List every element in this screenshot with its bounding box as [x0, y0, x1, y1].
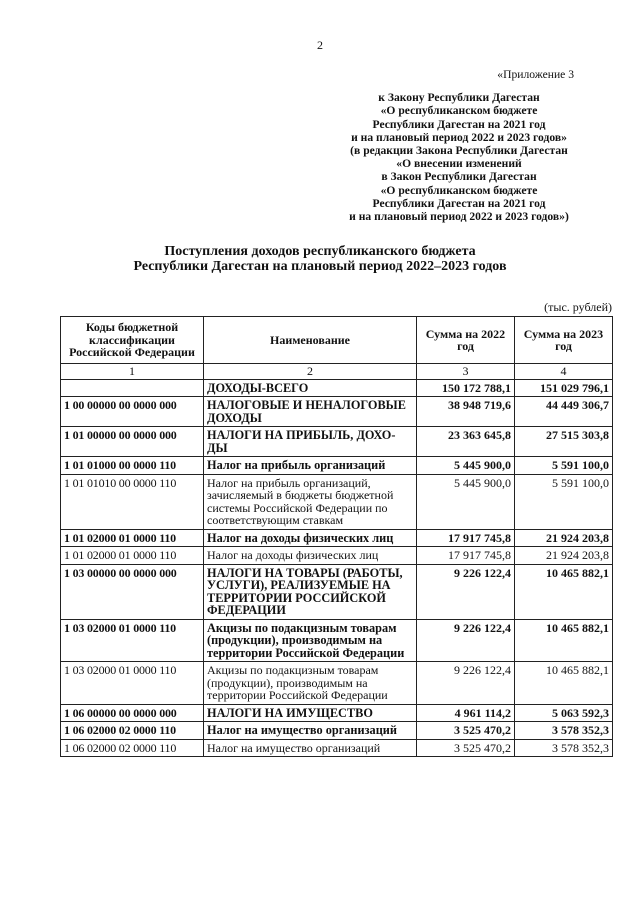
row-code: 1 01 02000 01 0000 110: [61, 529, 204, 547]
table-row: [61, 529, 613, 547]
appendix-line: Республики Дагестан на 2021 год: [372, 196, 546, 210]
row-sum-2023: 151 029 796,1: [515, 379, 613, 397]
row-name: Налог на имущество организаций: [204, 739, 417, 757]
title-line-2: Республики Дагестан на плановый период 2022–2023 годов: [133, 259, 507, 274]
row-sum-2023: 5 591 100,0: [515, 474, 613, 529]
row-name: Налог на прибыль организаций, зачисляемый в бюджеты бюджетной системы Российской Федерации по соответствующим ставкам: [204, 474, 417, 529]
row-name: Акцизы по подакцизным товарам (продукции), производимым на территории Российской Федерации: [204, 619, 417, 662]
row-sum-2022: 38 948 719,6: [417, 397, 515, 427]
table-row: [61, 722, 613, 740]
table-row: [61, 397, 613, 427]
row-name: НАЛОГОВЫЕ И НЕНАЛОГОВЫЕ ДОХОДЫ: [204, 397, 417, 427]
row-sum-2022: 23 363 645,8: [417, 427, 515, 457]
row-code: [61, 379, 204, 397]
row-sum-2023: 3 578 352,3: [515, 722, 613, 740]
page-number: 2: [317, 38, 323, 52]
row-code: 1 03 00000 00 0000 000: [61, 564, 204, 619]
appendix-line: Республики Дагестан на 2021 год: [372, 117, 546, 131]
row-name: ДОХОДЫ-ВСЕГО: [204, 379, 417, 397]
row-code: 1 01 01010 00 0000 110: [61, 474, 204, 529]
row-name: НАЛОГИ НА ПРИБЫЛЬ, ДОХО-ДЫ: [204, 427, 417, 457]
header-sum-2022: Сумма на 2022 год: [417, 317, 515, 364]
row-sum-2023: 10 465 882,1: [515, 662, 613, 705]
appendix-line: и на плановый период 2022 и 2023 годов»: [351, 130, 567, 144]
appendix-line: к Закону Республики Дагестан: [378, 91, 540, 105]
header-sum-2023: Сумма на 2023 год: [515, 317, 613, 364]
row-name: Налог на доходы физических лиц: [204, 529, 417, 547]
column-number: 1: [61, 364, 204, 380]
appendix-line: «Приложение 3: [497, 68, 574, 81]
row-sum-2022: 5 445 900,0: [417, 457, 515, 475]
appendix-header: [324, 68, 594, 223]
table-row: [61, 662, 613, 705]
table-row: [61, 739, 613, 757]
row-sum-2023: 44 449 306,7: [515, 397, 613, 427]
row-sum-2022: 17 917 745,8: [417, 529, 515, 547]
row-sum-2023: 3 578 352,3: [515, 739, 613, 757]
row-sum-2022: 9 226 122,4: [417, 662, 515, 705]
column-number: 2: [204, 364, 417, 380]
column-number-row: [61, 364, 613, 380]
document-title: [0, 244, 640, 274]
row-sum-2023: 10 465 882,1: [515, 619, 613, 662]
units-label: (тыс. рублей): [544, 300, 612, 314]
row-name: Налог на доходы физических лиц: [204, 547, 417, 565]
row-code: 1 01 01000 00 0000 110: [61, 457, 204, 475]
appendix-line: в Закон Республики Дагестан: [381, 170, 537, 184]
row-code: 1 03 02000 01 0000 110: [61, 619, 204, 662]
appendix-line: «О внесении изменений: [396, 157, 522, 171]
table-row: [61, 379, 613, 397]
row-code: 1 00 00000 00 0000 000: [61, 397, 204, 427]
row-code: 1 06 00000 00 0000 000: [61, 704, 204, 722]
row-sum-2023: 5 591 100,0: [515, 457, 613, 475]
row-name: Налог на имущество организаций: [204, 722, 417, 740]
row-code: 1 06 02000 02 0000 110: [61, 722, 204, 740]
row-sum-2022: 150 172 788,1: [417, 379, 515, 397]
title-line-1: Поступления доходов республиканского бюджета: [164, 244, 476, 259]
row-sum-2022: 9 226 122,4: [417, 564, 515, 619]
row-code: 1 03 02000 01 0000 110: [61, 662, 204, 705]
column-number: 3: [417, 364, 515, 380]
revenue-table: [60, 316, 613, 757]
row-sum-2022: 4 961 114,2: [417, 704, 515, 722]
row-sum-2022: 5 445 900,0: [417, 474, 515, 529]
row-name: Акцизы по подакцизным товарам (продукции), производимым на территории Российской Федерации: [204, 662, 417, 705]
row-sum-2023: 5 063 592,3: [515, 704, 613, 722]
header-name: Наименование: [204, 317, 417, 364]
table-row: [61, 704, 613, 722]
column-number: 4: [515, 364, 613, 380]
row-sum-2023: 10 465 882,1: [515, 564, 613, 619]
row-name: Налог на прибыль организаций: [204, 457, 417, 475]
row-sum-2023: 21 924 203,8: [515, 529, 613, 547]
row-name: НАЛОГИ НА ИМУЩЕСТВО: [204, 704, 417, 722]
row-sum-2023: 21 924 203,8: [515, 547, 613, 565]
row-name: НАЛОГИ НА ТОВАРЫ (РАБОТЫ, УСЛУГИ), РЕАЛИЗУЕМЫЕ НА ТЕРРИТОРИИ РОССИЙСКОЙ ФЕДЕРАЦИИ: [204, 564, 417, 619]
table-row: [61, 619, 613, 662]
table-row: [61, 474, 613, 529]
table-row: [61, 457, 613, 475]
appendix-line: (в редакции Закона Республики Дагестан: [350, 144, 568, 158]
table-row: [61, 547, 613, 565]
row-sum-2022: 3 525 470,2: [417, 722, 515, 740]
row-code: 1 01 02000 01 0000 110: [61, 547, 204, 565]
row-sum-2023: 27 515 303,8: [515, 427, 613, 457]
appendix-line: и на плановый период 2022 и 2023 годов»): [349, 210, 569, 224]
row-sum-2022: 17 917 745,8: [417, 547, 515, 565]
header-code: Коды бюджетной классификации Российской Федерации: [61, 317, 204, 364]
row-sum-2022: 9 226 122,4: [417, 619, 515, 662]
row-code: 1 01 00000 00 0000 000: [61, 427, 204, 457]
table-row: [61, 564, 613, 619]
table-row: [61, 427, 613, 457]
row-sum-2022: 3 525 470,2: [417, 739, 515, 757]
row-code: 1 06 02000 02 0000 110: [61, 739, 204, 757]
appendix-line: «О республиканском бюджете: [380, 183, 538, 197]
table-header-row: [61, 317, 613, 364]
appendix-line: «О республиканском бюджете: [380, 104, 538, 118]
